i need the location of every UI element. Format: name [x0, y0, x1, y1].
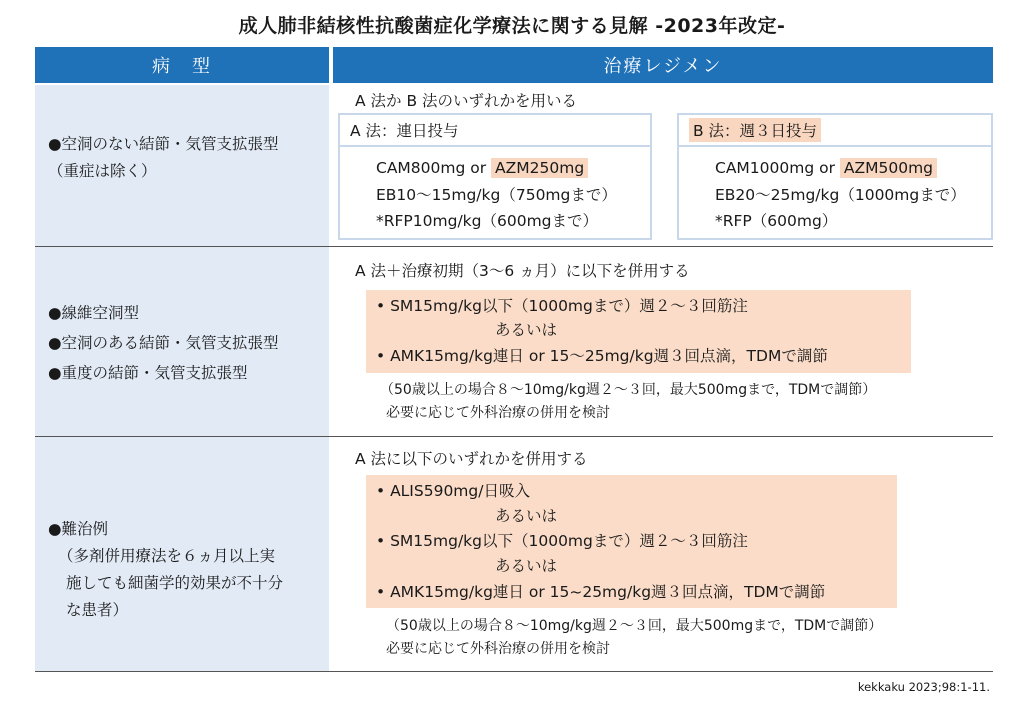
row-divider: [35, 436, 993, 437]
regimen-b-drugs: CAM1000mg or AZM500mg EB20〜25mg/kg（1000mgまで） *RFP（600mg）: [715, 159, 966, 230]
row2-surgery-note: 必要に応じて外科治療の併用を検討: [386, 405, 610, 421]
row3-amk-item: • AMK15mg/kg連日 or 15~25mg/kg週３回点滴，TDMで調節: [376, 583, 826, 601]
header-disease-type: 病 型: [35, 47, 329, 83]
row3-alis-item: • ALIS590mg/日吸入: [376, 482, 530, 500]
row3-sm-item: • SM15mg/kg以下（1000mgまで）週２〜３回筋注: [376, 532, 748, 550]
row3-or-text: あるいは: [495, 507, 558, 525]
citation: kekkaku 2023;98:1-11.: [857, 680, 990, 694]
row2-or-text: あるいは: [495, 321, 558, 339]
row3-or-text: あるいは: [495, 557, 558, 575]
azm-highlight: AZM500mg: [840, 158, 937, 178]
row-divider: [35, 246, 993, 247]
regimen-a-drugs: CAM800mg or AZM250mg EB10〜15mg/kg（750mgまで） *RFP10mg/kg（600mgまで）: [376, 159, 617, 230]
row2-note: （50歳以上の場合８〜10mg/kg週２〜３回，最大500mgまで，TDMで調節）: [380, 382, 877, 398]
row2-type-text: ●線維空洞型 ●空洞のある結節・気管支拡張型 ●重度の結節・気管支拡張型: [48, 304, 279, 382]
regimen-a-title: A 法：連日投与: [340, 115, 650, 147]
regimen-b-title: B 法：週３日投与: [679, 115, 991, 147]
page-title: 成人肺非結核性抗酸菌症化学療法に関する見解 -2023年改定-: [238, 15, 786, 37]
row3-intro: A 法に以下のいずれかを併用する: [355, 450, 588, 468]
row3-surgery-note: 必要に応じて外科治療の併用を検討: [386, 641, 610, 657]
row1-type-text: ●空洞のない結節・気管支拡張型 （重症は除く）: [48, 135, 279, 180]
regimen-a-box: [338, 113, 652, 240]
row3-note: （50歳以上の場合８〜10mg/kg週２〜３回，最大500mgまで，TDMで調節）: [386, 618, 883, 634]
azm-highlight: AZM250mg: [491, 158, 588, 178]
row2-amk-item: • AMK15mg/kg連日 or 15〜25mg/kg週３回点滴，TDMで調節: [376, 347, 828, 365]
row1-intro: A 法か B 法のいずれかを用いる: [355, 92, 578, 110]
row3-type-text: ●難治例 （多剤併用療法を６ヵ月以上実 施しても細菌学的効果が不十分 な患者）: [48, 520, 284, 619]
row-divider: [35, 671, 993, 672]
regimen-b-box: [677, 113, 993, 240]
row2-intro: A 法＋治療初期（3〜6 ヵ月）に以下を併用する: [355, 262, 690, 280]
header-regimen: 治療レジメン: [333, 47, 993, 83]
row2-sm-item: • SM15mg/kg以下（1000mgまで）週２〜３回筋注: [376, 297, 748, 315]
